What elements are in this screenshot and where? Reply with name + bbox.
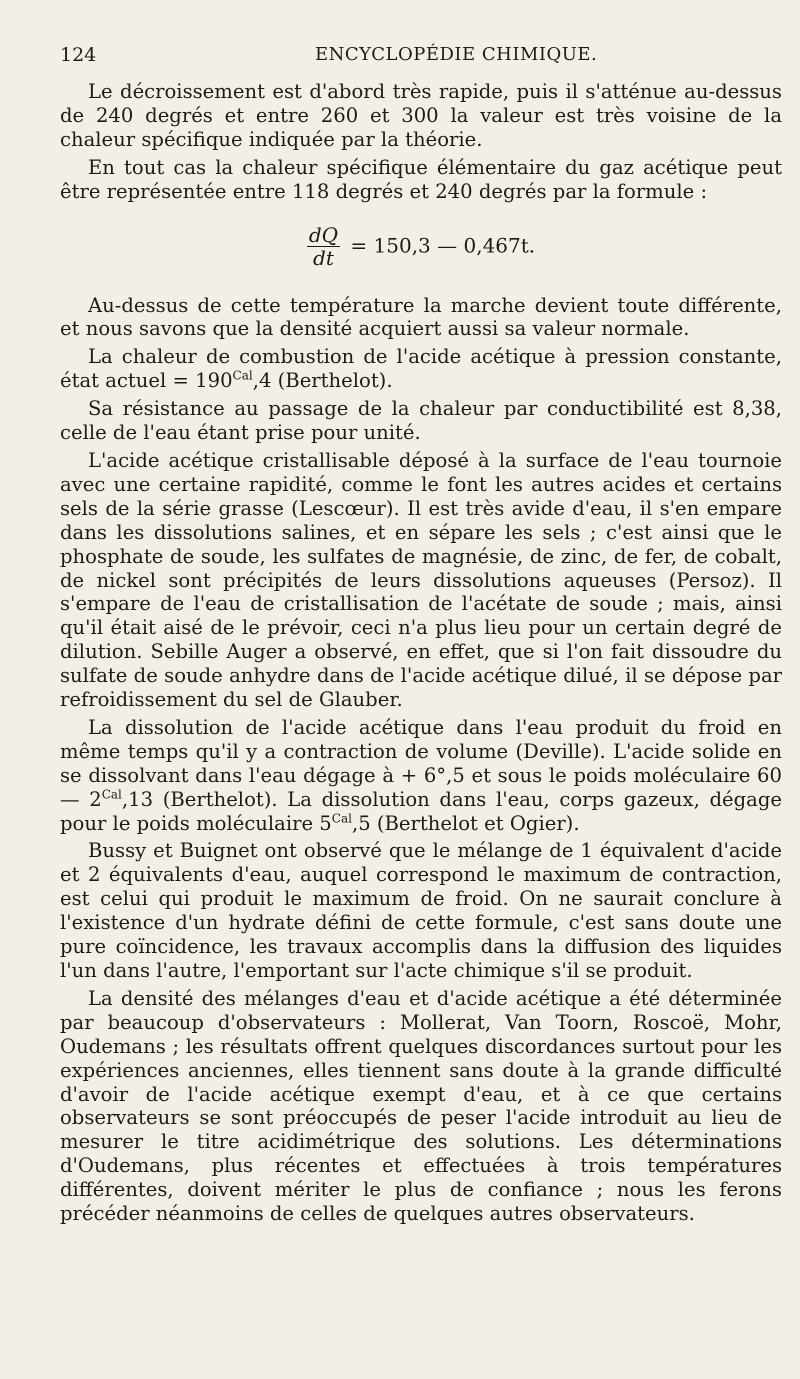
paragraph-dissolution <box>60 716 782 836</box>
cal-superscript: Cal <box>331 811 352 826</box>
paragraph-densite: La densité des mélanges d'eau et d'acide acétique a été déterminée par beaucoup d'observateurs : Mollerat, Van Toorn, Roscoë, Mohr, Oudemans ; les résultats offrent quelques discordances surtout pour les expériences anciennes, elles tiennent sans doute à la grande difficulté d'avoir de l'acide acétique exempt d'eau, et à ce que certains observateurs se sont préoccupés de peser l'acide introduit au lieu de mesurer le titre acidimétrique des solutions. Les déterminations d'Oudemans, plus récentes et effectuées à trois températures différentes, doivent mériter le plus de confiance ; nous les ferons précéder néanmoins de celles de quelques autres observateurs. <box>60 986 782 1226</box>
paragraph-combustion <box>60 345 782 393</box>
formula-rhs: = 150,3 — 0,467t. <box>350 233 536 258</box>
formula-fraction <box>307 224 340 269</box>
paragraph-conductibilite: Sa résistance au passage de la chaleur par conductibilité est 8,38, celle de l'eau étant prise pour unité. <box>60 397 782 445</box>
dissolution-text-end: ,5 (Berthelot et Ogier). <box>351 811 580 835</box>
paragraph-chaleur-specifique: En tout cas la chaleur spécifique élémentaire du gaz acétique peut être représentée entre 118 degrés et 240 degrés par la formule : <box>60 155 782 203</box>
combustion-text-end: ,4 (Berthelot). <box>252 369 393 393</box>
running-head: ENCYCLOPÉDIE CHIMIQUE. <box>315 44 598 65</box>
paragraph-temperature: Au-dessus de cette température la marche devient toute différente, et nous savons que la densité acquiert aussi sa valeur normale. <box>60 293 782 341</box>
cal-superscript: Cal <box>101 787 122 802</box>
formula <box>60 224 782 276</box>
paragraph-decroissement: Le décroissement est d'abord très rapide, puis il s'atténue au-dessus de 240 degrés et entre 260 et 300 la valeur est très voisine de la chaleur spécifique indiquée par la théorie. <box>60 80 782 151</box>
paragraph-cristallisable: L'acide acétique cristallisable déposé à la surface de l'eau tournoie avec une certaine rapidité, comme le font les autres acides et certains sels de la série grasse (Lescœur). Il est très avide d'eau, il s'en empare dans les dissolutions salines, et en sépare les sels ; c'est ainsi que le phosphate de soude, les sulfates de magnésie, de zinc, de fer, de cobalt, de nickel sont précipités de leurs dissolutions aqueuses (Persoz). Il s'empare de l'eau de cristallisation de l'acétate de soude ; mais, ainsi qu'il était aisé de le prévoir, ceci n'a plus lieu pour un certain degré de dilution. Sebille Auger a observé, en effet, que si l'on fait dissoudre du sulfate de soude anhydre dans de l'acide acétique dilué, il se dépose par refroidissement du sel de Glauber. <box>60 448 782 712</box>
dissolution-text-mid: ,13 (Berthelot). La dissolution dans l'eau, corps gazeux, dégage pour le poids moléculaire 5 <box>60 787 782 835</box>
formula-numerator: dQ <box>308 222 339 247</box>
cal-superscript: Cal <box>232 368 253 383</box>
paragraph-bussy-buignet: Bussy et Buignet ont observé que le mélange de 1 équivalent d'acide et 2 équivalents d'eau, auquel correspond le maximum de contraction, est celui qui produit le maximum de froid. On ne saurait conclure à l'existence d'un hydrate défini de cette formule, c'est sans doute une pure coïncidence, les travaux accomplis dans la diffusion des liquides l'un dans l'autre, l'emportant sur l'acte chimique s'il se produit. <box>60 839 782 982</box>
combustion-text: La chaleur de combustion de l'acide acétique à pression constante, état actuel = 190 <box>60 345 782 393</box>
formula-denominator: dt <box>313 245 334 270</box>
page-number: 124 <box>60 44 97 66</box>
body-text <box>60 80 782 1230</box>
page-header <box>60 44 770 74</box>
dissolution-text: La dissolution de l'acide acétique dans l'eau produit du froid en même temps qu'il y a contraction de volume (Deville). L'acide solide en se dissolvant dans l'eau dégage à + 6°,5 et sous le poids moléculaire 60 — 2 <box>60 715 782 811</box>
